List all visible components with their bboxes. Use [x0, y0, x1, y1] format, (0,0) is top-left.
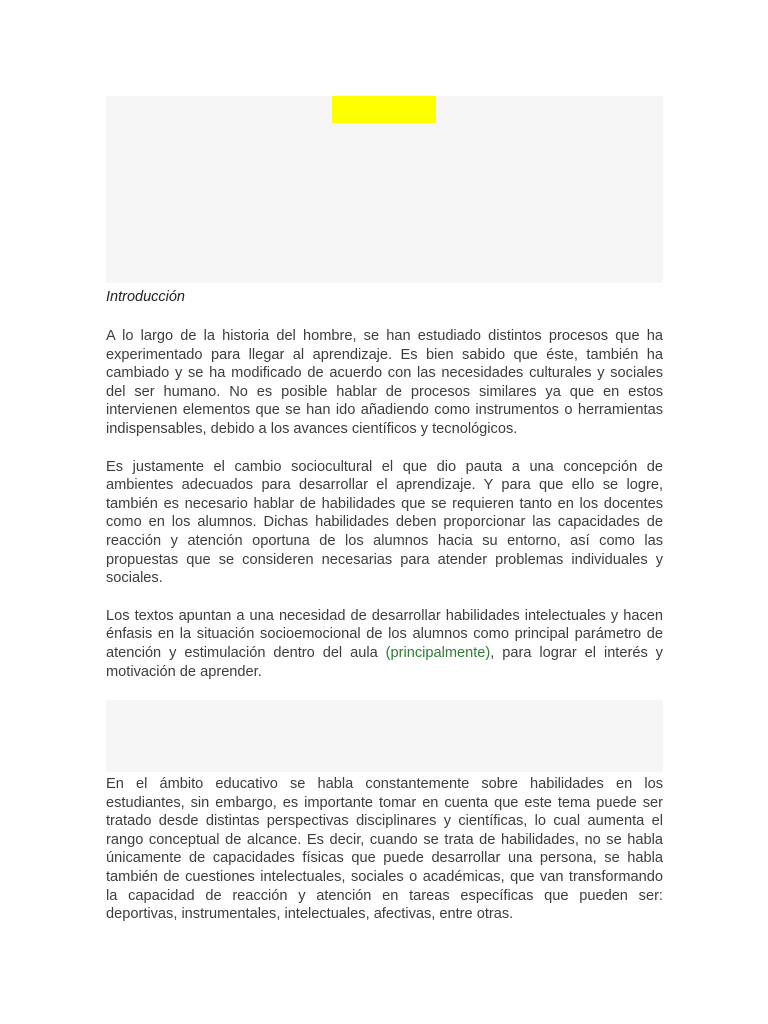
- paragraph-3: [106, 607, 663, 681]
- document-page: [106, 96, 663, 924]
- yellow-highlight-box: [332, 96, 436, 123]
- paragraph-2: Es justamente el cambio sociocultural el que dio pauta a una concepción de ambientes adecuados para desarrollar el aprendizaje. Y para que ello se logre, también es necesario hablar de habilidades que se requieren tanto en los docentes como en los alumnos. Dichas habilidades deben proporcionar las capacidades de reacción y atención oportuna de los alumnos hacia su entorno, así como las propuestas que se consideren necesarias para atender problemas individuales y sociales.: [106, 458, 663, 587]
- paragraph-3-highlighted-word: (principalmente): [385, 644, 491, 661]
- paragraph-4: En el ámbito educativo se habla constantemente sobre habilidades en los estudiantes, sin embargo, es importante tomar en cuenta que este tema puede ser tratado desde distintas perspectivas disciplinares y científicas, lo cual aumenta el rango conceptual de alcance. Es decir, cuando se trata de habilidades, no se habla únicamente de capacidades físicas que puede desarrollar una persona, se habla también de cuestiones intelectuales, sociales o académicas, que van transformando la capacidad de reacción y atención en tareas específicas que pueden ser: deportivas, instrumentales, intelectuales, afectivas, entre otras.: [106, 776, 663, 923]
- paragraph-3-text-end: , para lograr el interés y motivación de aprender.: [106, 644, 663, 680]
- paragraph-1: A lo largo de la historia del hombre, se han estudiado distintos procesos que ha experimentado para llegar al aprendizaje. Es bien sabido que éste, también ha cambiado y se ha modificado de acuerdo con las necesidades culturales y sociales del ser humano. No es posible hablar de procesos similares ya que en estos intervienen elementos que se han ido añadiendo como instrumentos o herramientas indispensables, debido a los avances científicos y tecnológicos.: [106, 328, 663, 437]
- header-image-placeholder: [106, 96, 663, 283]
- mid-image-placeholder: [106, 700, 663, 772]
- section-heading: Introducción: [106, 289, 185, 305]
- paragraph-3-text-start: Los textos apuntan a una necesidad de desarrollar habilidades intelectuales y hacen énfasis en la situación socioemocional de los alumnos como principal parámetro de atención y estimulación dentro del aula: [106, 607, 663, 661]
